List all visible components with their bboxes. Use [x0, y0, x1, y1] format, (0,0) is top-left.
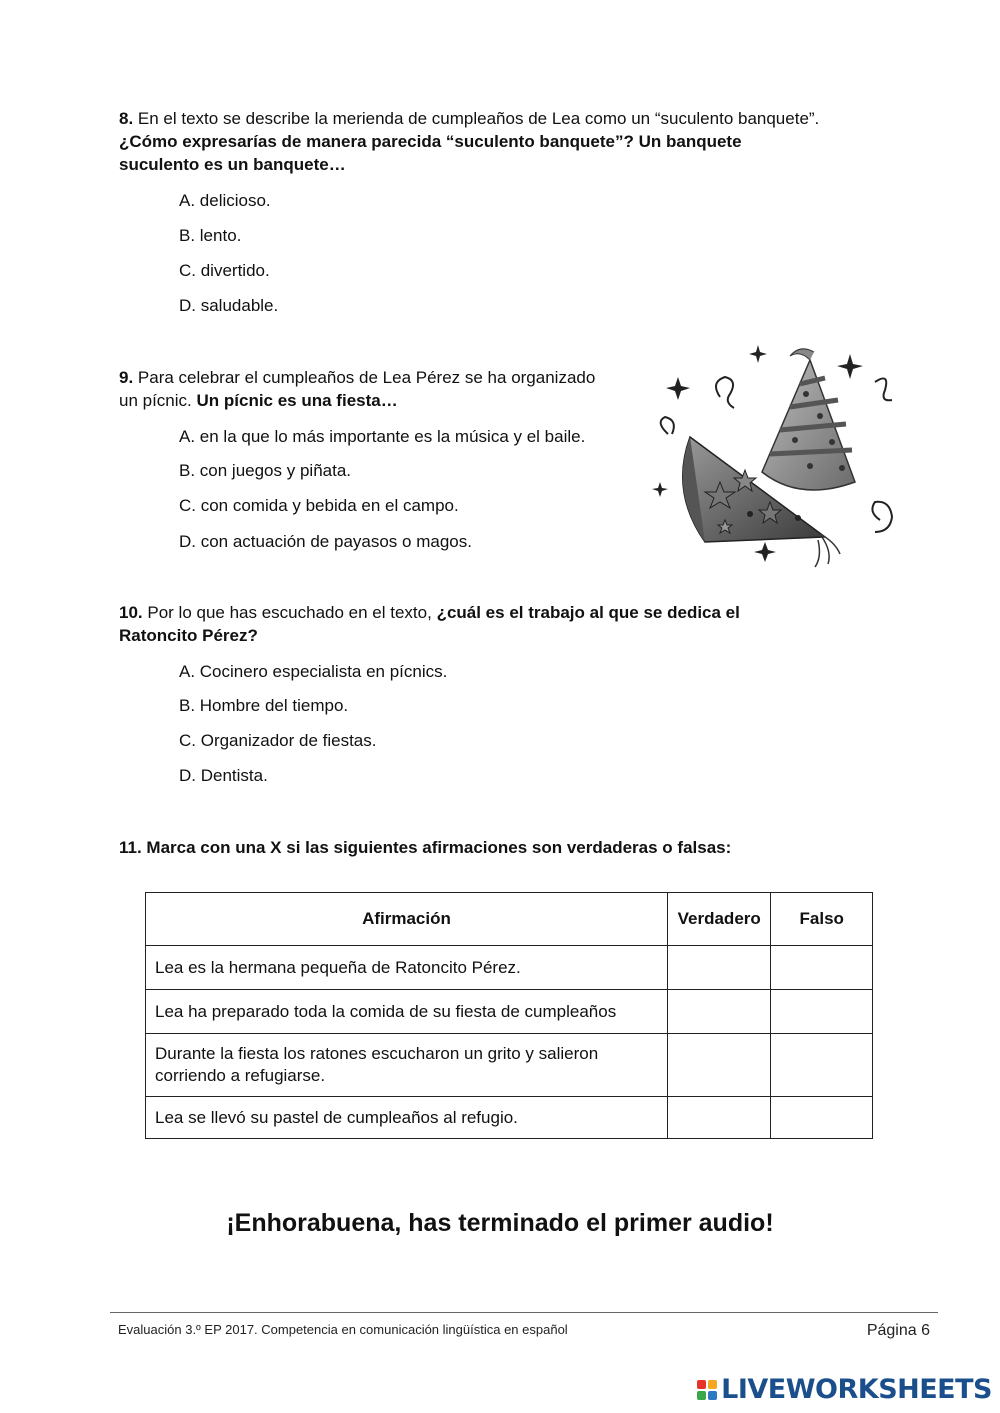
header-false: Falso: [771, 893, 873, 946]
q10-option-c[interactable]: C. Organizador de fiestas.: [179, 731, 377, 750]
true-false-table: [145, 892, 873, 1139]
question-10-intro: 10. Por lo que has escuchado en el texto, ¿cuál es el trabajo al que se dedica el: [119, 603, 740, 622]
false-checkbox-cell[interactable]: [771, 946, 873, 990]
false-checkbox-cell[interactable]: [771, 1034, 873, 1097]
completion-message: ¡Enhorabuena, has terminado el primer audio!: [226, 1209, 774, 1237]
question-8-prompt-cont: suculento es un banquete…: [119, 155, 346, 174]
question-8: [119, 107, 899, 176]
q8-option-a[interactable]: A. delicioso.: [179, 191, 271, 210]
true-checkbox-cell[interactable]: [667, 1097, 771, 1139]
header-true: Verdadero: [667, 893, 771, 946]
q9-option-a[interactable]: A. en la que lo más importante es la música y el baile.: [179, 427, 586, 446]
liveworksheets-logo: [697, 1374, 992, 1405]
table-row: [146, 1097, 873, 1139]
question-11-title: 11. Marca con una X si las siguientes afirmaciones son verdaderas o falsas:: [119, 838, 732, 857]
footer-text: Evaluación 3.º EP 2017. Competencia en comunicación lingüística en español: [118, 1322, 568, 1337]
header-statement: Afirmación: [146, 893, 668, 946]
question-9: [119, 366, 649, 412]
table-header-row: [146, 893, 873, 946]
question-9-intro-cont: un pícnic. Un pícnic es una fiesta…: [119, 391, 398, 410]
q8-option-b[interactable]: B. lento.: [179, 226, 242, 245]
true-checkbox-cell[interactable]: [667, 990, 771, 1034]
party-hats-icon: [650, 342, 900, 574]
statement-cell: Lea se llevó su pastel de cumpleaños al refugio.: [146, 1097, 668, 1139]
statement-cell: Durante la fiesta los ratones escucharon un grito y salieron corriendo a refugiarse.: [146, 1034, 668, 1097]
q9-option-c[interactable]: C. con comida y bebida en el campo.: [179, 496, 459, 515]
footer-divider: [110, 1312, 938, 1313]
q10-option-d[interactable]: D. Dentista.: [179, 766, 268, 785]
question-10-prompt-cont: Ratoncito Pérez?: [119, 626, 258, 645]
true-checkbox-cell[interactable]: [667, 946, 771, 990]
logo-text: LIVEWORKSHEETS: [721, 1374, 992, 1405]
page-number: Página 6: [866, 1322, 930, 1339]
liveworksheets-logo-icon: [697, 1380, 717, 1400]
question-10: [119, 601, 899, 647]
table-row: [146, 990, 873, 1034]
q9-option-b[interactable]: B. con juegos y piñata.: [179, 461, 352, 480]
question-8-intro: 8. En el texto se describe la merienda de cumpleaños de Lea como un “suculento banquete”.: [119, 109, 820, 128]
table-row: [146, 1034, 873, 1097]
q8-option-c[interactable]: C. divertido.: [179, 261, 270, 280]
q8-option-d[interactable]: D. saludable.: [179, 296, 279, 315]
question-9-intro: 9. Para celebrar el cumpleaños de Lea Pérez se ha organizado: [119, 368, 596, 387]
striped-hat-icon: [762, 349, 855, 490]
false-checkbox-cell[interactable]: [771, 990, 873, 1034]
table-row: [146, 946, 873, 990]
q10-option-b[interactable]: B. Hombre del tiempo.: [179, 696, 349, 715]
false-checkbox-cell[interactable]: [771, 1097, 873, 1139]
q9-option-d[interactable]: D. con actuación de payasos o magos.: [179, 532, 472, 551]
q10-option-a[interactable]: A. Cocinero especialista en pícnics.: [179, 662, 448, 681]
statement-cell: Lea ha preparado toda la comida de su fiesta de cumpleaños: [146, 990, 668, 1034]
true-checkbox-cell[interactable]: [667, 1034, 771, 1097]
statement-cell: Lea es la hermana pequeña de Ratoncito Pérez.: [146, 946, 668, 990]
question-8-prompt: ¿Cómo expresarías de manera parecida “suculento banquete”? Un banquete: [119, 132, 742, 151]
